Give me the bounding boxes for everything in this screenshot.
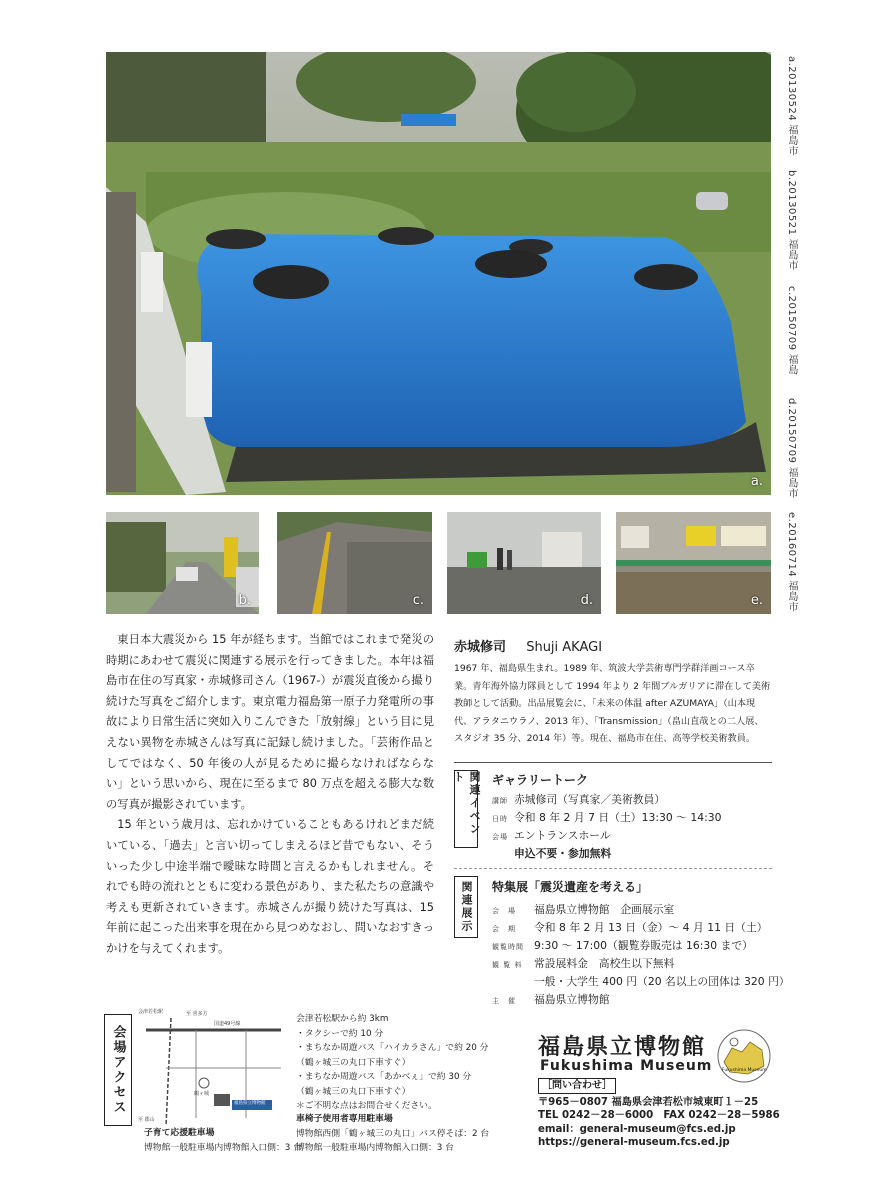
exhibition-row-key: 会 期	[492, 925, 516, 933]
photo-b	[106, 512, 259, 614]
logo-text: Fukushima Museum	[722, 1068, 767, 1073]
parking-line: 博物館一般駐車場内博物館入口側：3 台	[296, 1143, 454, 1153]
photo-d-illustration	[447, 512, 601, 614]
intro-text	[106, 630, 434, 960]
event-row-key: 日時	[492, 815, 508, 823]
event-row-key: 講師	[492, 797, 508, 805]
access-child-parking	[144, 1126, 302, 1155]
map-label-koriyama: 至 郡山	[138, 1117, 155, 1123]
photo-b-label: b.	[238, 593, 251, 608]
artist-name-en: Shuji AKAGI	[526, 640, 603, 655]
museum-logo	[716, 1028, 772, 1084]
map-label-castle: 鶴ヶ城	[194, 1091, 210, 1097]
event-row-value: エントランスホール	[514, 829, 611, 842]
event-row-key: 会場	[492, 833, 508, 841]
access-map	[136, 1008, 286, 1126]
map-label-museum: 福島県立博物館	[234, 1101, 266, 1106]
exhibition-row-value: 一般・大学生 400 円（20 名以上の団体は 320 円）	[534, 975, 790, 988]
caption-e: e.20160714 福島市	[786, 512, 797, 613]
caption-b: b.20130521 福島市	[786, 170, 797, 271]
exhibition-row-value: 福島県立博物館 企画展示室	[534, 903, 675, 916]
photo-e-illustration	[616, 512, 771, 614]
map-label-station: 会津若松駅	[138, 1009, 164, 1015]
photo-c-illustration	[277, 512, 432, 614]
event-row-value: 令和 8 年 2 月 7 日（土）13:30 ～ 14:30	[514, 811, 722, 824]
event-row-venue	[492, 828, 611, 843]
exhibition-row-fee-general	[492, 974, 790, 989]
caption-a: a.20130524 福島市	[786, 56, 797, 157]
access-directions	[296, 1012, 488, 1114]
photo-a-label: a.	[750, 474, 763, 489]
parking-title: 車椅子使用者専用駐車場	[296, 1114, 393, 1124]
exhibition-row-key: 会 場	[492, 907, 516, 915]
museum-tel-fax: TEL 0242－28－6000 FAX 0242－28－5986	[538, 1110, 780, 1122]
access-line: 会津若松駅から約 3km	[296, 1014, 389, 1024]
exhibition-row-key: 主 催	[492, 997, 516, 1005]
exhibition-row-value: 福島県立博物館	[534, 993, 610, 1006]
artist-name-jp: 赤城修司	[454, 640, 507, 655]
exhibition-row-organizer	[492, 992, 610, 1007]
exhibition-row-hours	[492, 938, 753, 953]
museum-url[interactable]: https://general-museum.fcs.ed.jp	[538, 1137, 730, 1149]
exhibition-divider	[454, 868, 772, 869]
access-map-illustration	[136, 1008, 286, 1126]
event-row-value: 赤城修司（写真家／美術教員）	[514, 793, 666, 806]
photo-a	[106, 52, 771, 495]
access-line: ・まちなか周遊バス「あかべぇ」で約 30 分	[296, 1072, 472, 1082]
exhibition-row-value: 常設展料金 高校生以下無料	[534, 957, 675, 970]
event-row-date	[492, 810, 721, 825]
exhibition-label-box: 関連展示	[454, 876, 478, 938]
exhibition-row-value: 9:30 ～ 17:00（観覧券販売は 16:30 まで）	[534, 939, 753, 952]
exhibition-row-venue	[492, 902, 674, 917]
intro-paragraph-2: 15 年という歳月は、忘れかけていることもあるけれどまだ続いている、「過去」と言い切ってしまえるほど昔でもない、そういった少し中途半端で曖昧な時間と言えるかもしれません。それでも時の流れとともに変わる景色があり、また私たちの意識や考えも更新されていきます。赤城さんが撮り続けた写真は、15 年前に起こった出来事を現在から見つめなおし、問いなおすきっかけを与えてくれます。	[106, 818, 434, 955]
access-line: ＊ご不明な点はお問合せください。	[296, 1101, 437, 1111]
photo-d-label: d.	[580, 593, 593, 608]
photo-c	[277, 512, 432, 614]
parking-line: 博物館西側「鶴ヶ城三の丸口」バス停そば：2 台	[296, 1128, 490, 1139]
caption-c: c.20150709 福島	[786, 286, 797, 376]
map-label-kitakata: 至 喜多方	[186, 1011, 208, 1017]
map-label-route49: 国道49号線	[214, 1021, 241, 1027]
artist-bio: 1967 年、福島県生まれ。1989 年、筑波大学芸術専門学群洋画コース卒業。青年海外協力隊員として 1994 年より 2 年間ブルガリアに滞在して美術教師として活動。出品展覧会に、「未来の体温 after AZUMAYA」（山本現代、アラタニウラノ、2013 年）、「Transmission」（畠山直哉との二人展、スタジオ 35 分、2014 年）等。現在、福島市在住、高等学校美術教員。	[454, 663, 771, 744]
caption-d: d.20150709 福島市	[786, 398, 797, 499]
museum-contact	[538, 1078, 780, 1150]
child-parking-title: 子育て応援駐車場	[144, 1128, 215, 1138]
event-row-lecturer	[492, 792, 665, 807]
exhibition-row-fee	[492, 956, 674, 971]
event-note	[514, 846, 611, 861]
photo-b-illustration	[106, 512, 259, 614]
access-line: （鶴ヶ城三の丸口下車すぐ）	[296, 1086, 411, 1097]
access-parking	[296, 1112, 489, 1156]
exhibition-title: 特集展「震災遺産を考える」	[492, 880, 649, 894]
child-parking-line: 博物館一般駐車場内博物館入口側：3 台	[144, 1142, 302, 1153]
exhibition-row-key: 観 覧 料	[492, 961, 523, 969]
museum-email[interactable]: email：general-museum@fcs.ed.jp	[538, 1123, 736, 1135]
access-line: ・まちなか周遊バス「ハイカラさん」で約 20 分	[296, 1043, 489, 1053]
event-divider-top	[454, 762, 772, 763]
exhibition-row-value: 令和 8 年 2 月 13 日（金）～ 4 月 11 日（土）	[534, 921, 768, 934]
museum-name-en: Fukushima Museum	[540, 1058, 713, 1074]
photo-e-label: e.	[750, 593, 763, 608]
event-title: ギャラリートーク	[492, 773, 589, 787]
event-note-text: 申込不要・参加無料	[514, 847, 612, 860]
access-line: ・タクシーで約 10 分	[296, 1028, 384, 1039]
photo-a-illustration	[106, 52, 771, 495]
intro-paragraph-1: 東日本大震災から 15 年が経ちます。当館ではこれまで発災の時期にあわせて震災に関連する展示を行ってきました。本年は福島市在住の写真家・赤城修司さん（1967-）が震災直後から撮り続けた写真をご紹介します。東京電力福島第一原子力発電所の事故により日常生活に突如入りこんできた「放射線」という目に見えない異物を赤城さんは写真に記録し続けました。「芸術作品としてではなく、50 年後の人が見るために撮らなければならない」という思いから、現在に至るまで 80 万点を超える膨大な数の写真が撮影されています。	[106, 633, 434, 811]
access-line: （鶴ヶ城三の丸口下車すぐ）	[296, 1057, 411, 1068]
access-label-box: 会場アクセス	[104, 1014, 132, 1126]
museum-logo-icon	[716, 1028, 772, 1084]
photo-d	[447, 512, 601, 614]
museum-name-jp: 福島県立博物館	[538, 1035, 707, 1060]
museum-address: 〒965－0807 福島県会津若松市城東町１－25	[538, 1096, 759, 1108]
exhibition-row-key: 観覧時間	[492, 943, 524, 951]
event-label-box: 関連イベント	[454, 770, 478, 848]
photo-e	[616, 512, 771, 614]
artist-heading	[454, 636, 602, 655]
inquiry-label: ［問い合わせ］	[538, 1078, 616, 1094]
exhibition-row-period	[492, 920, 768, 935]
inquiry-label-text: 問い合わせ	[552, 1080, 602, 1091]
photo-c-label: c.	[412, 593, 424, 608]
